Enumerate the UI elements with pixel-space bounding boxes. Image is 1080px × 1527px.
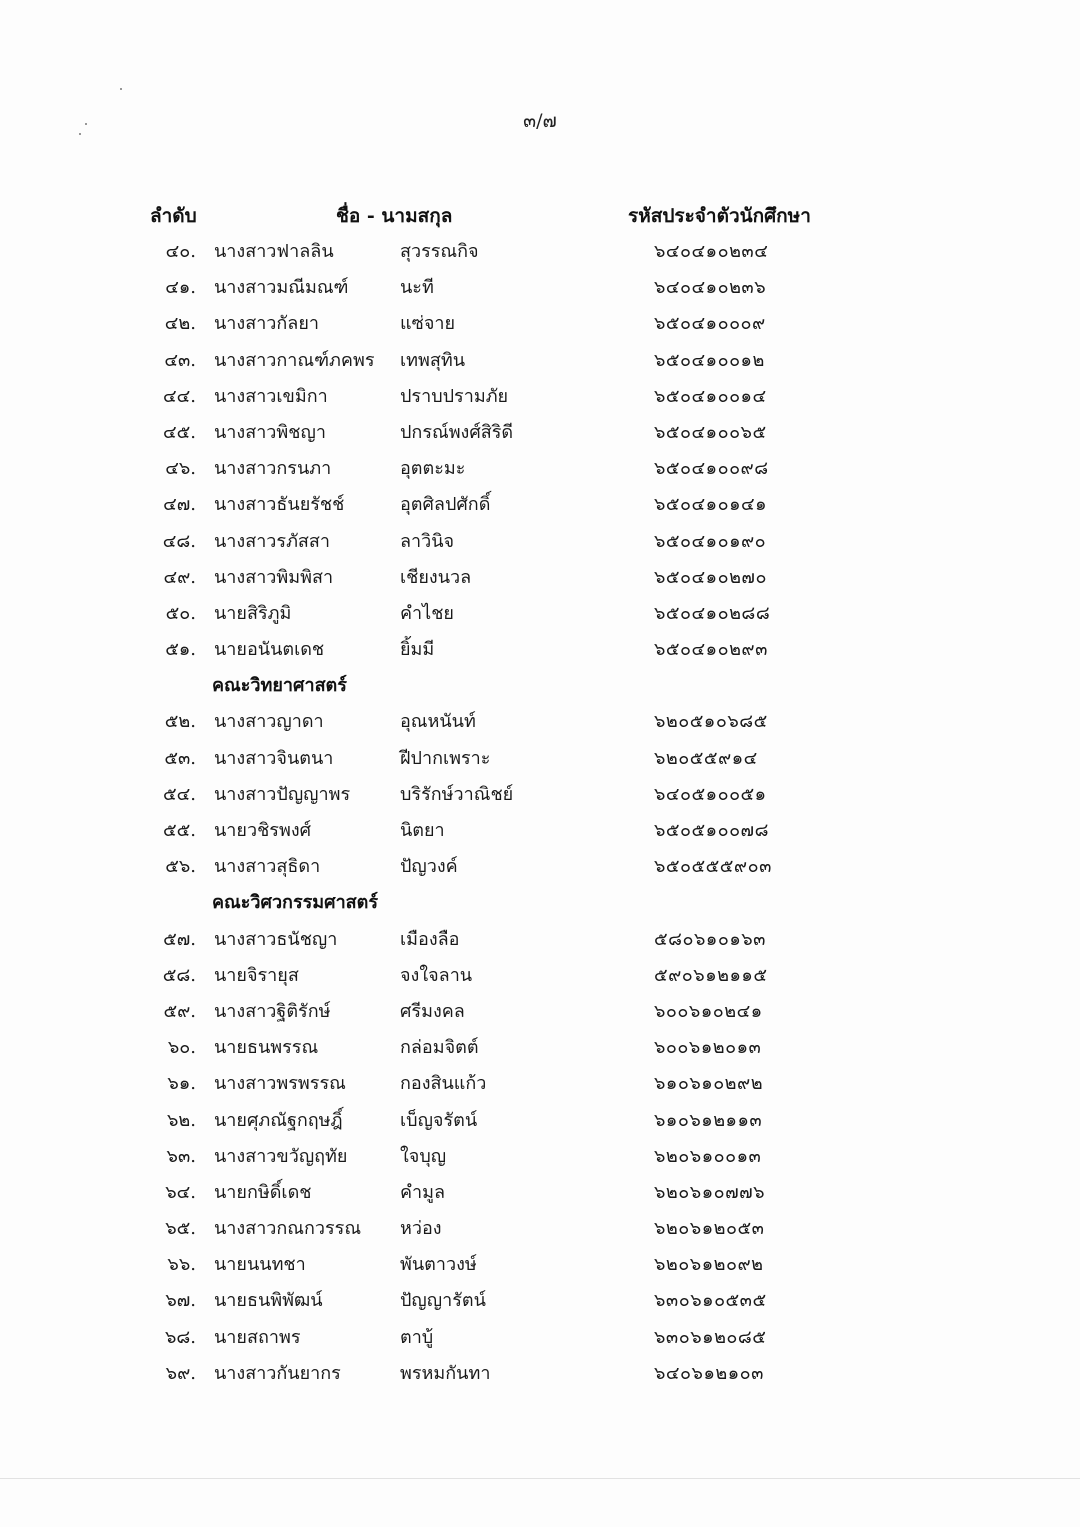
row-first-name: นางสาวปัญญาพร (214, 783, 351, 805)
row-student-id: ๖๒๐๖๑๐๗๗๖ (654, 1181, 766, 1203)
row-student-id: ๖๕๐๕๕๕๙๐๓ (654, 856, 772, 878)
row-student-id: ๖๔๐๕๑๐๐๕๑ (654, 783, 767, 805)
row-order: ๖๙. (165, 1362, 196, 1384)
row-first-name: นายสิริภูมิ (214, 602, 292, 624)
row-last-name: เบ็ญจรัตน์ (400, 1109, 478, 1131)
row-order: ๔๓. (164, 349, 196, 371)
table-row (0, 1172, 1080, 1208)
row-order: ๕๗. (163, 928, 196, 950)
row-order: ๔๔. (163, 385, 196, 407)
table-row (0, 1280, 1080, 1316)
row-first-name: นางสาวกันยากร (214, 1362, 341, 1384)
table-row (0, 521, 1080, 557)
row-first-name: นางสาวมณีมณฑ์ (214, 277, 349, 299)
row-student-id: ๖๕๐๔๑๐๐๖๕ (654, 421, 767, 443)
row-order: ๕๑. (165, 639, 196, 661)
row-order: ๕๖. (165, 856, 196, 878)
row-first-name: นายศุภณัฐกฤษฎิ์ (214, 1109, 343, 1131)
row-student-id: ๖๕๐๕๑๐๐๗๘ (654, 820, 769, 841)
student-list (0, 231, 1080, 1389)
header-name: ชื่อ - นามสกุล (336, 205, 453, 227)
row-first-name: นายวชิรพงศ์ (214, 820, 312, 841)
row-last-name: นะที (400, 277, 434, 299)
row-first-name: นายกษิดิ์เดช (214, 1181, 312, 1203)
row-order: ๔๕. (163, 421, 196, 443)
row-student-id: ๖๐๐๖๑๐๒๔๑ (654, 1000, 763, 1022)
row-last-name: อุตตะมะ (400, 458, 466, 480)
row-student-id: ๖๕๐๔๑๐๒๙๓ (654, 639, 768, 661)
row-first-name: นางสาวธันยรัชช์ (214, 494, 345, 516)
row-last-name: ปัญญารัตน์ (400, 1290, 486, 1312)
table-row (0, 1027, 1080, 1063)
row-first-name: นางสาวพิมพิสา (214, 566, 334, 588)
row-student-id: ๖๕๐๔๑๐๑๙๐ (654, 530, 767, 552)
row-order: ๕๓. (164, 747, 196, 769)
row-first-name: นางสาวธนัชญา (214, 928, 338, 950)
scan-speck (120, 88, 122, 90)
table-row (0, 919, 1080, 955)
row-last-name: ใจบุญ (400, 1145, 447, 1167)
table-row (0, 1317, 1080, 1353)
row-first-name: นางสาวกัลยา (214, 313, 319, 335)
row-student-id: ๖๓๐๖๑๒๐๘๕ (654, 1326, 767, 1348)
row-first-name: นางสาวกาณฑ์ภคพร (214, 349, 375, 371)
table-row (0, 991, 1080, 1027)
row-last-name: กล่อมจิตต์ (400, 1037, 479, 1059)
row-order: ๖๐. (167, 1037, 196, 1059)
row-first-name: นางสาวญาดา (214, 711, 324, 733)
row-order: ๔๙. (163, 566, 196, 588)
row-order: ๔๘. (162, 530, 196, 552)
row-last-name: จงใจลาน (400, 964, 473, 986)
row-student-id: ๖๕๐๔๑๐๐๙๘ (654, 458, 769, 480)
row-first-name: นางสาวฟาลลิน (214, 241, 334, 262)
row-first-name: นางสาวสุธิดา (214, 856, 321, 878)
row-student-id: ๕๙๐๖๑๒๑๑๕ (654, 964, 768, 986)
row-first-name: นางสาวกณกวรรณ (214, 1218, 362, 1240)
table-row (0, 448, 1080, 484)
page-number: ๓/๗ (523, 110, 557, 132)
row-student-id: ๖๕๐๔๑๐๐๐๙ (654, 313, 766, 335)
row-first-name: นางสาวพิชญา (214, 421, 326, 443)
table-row (0, 557, 1080, 593)
table-row (0, 629, 1080, 665)
table-row (0, 701, 1080, 737)
row-last-name: เมืองลือ (400, 928, 460, 950)
table-row (0, 1100, 1080, 1136)
table-row (0, 340, 1080, 376)
table-row (0, 1353, 1080, 1389)
table-row (0, 593, 1080, 629)
row-first-name: นางสาวฐิติรักษ์ (214, 1000, 331, 1022)
row-order: ๕๘. (162, 964, 196, 986)
row-last-name: สุวรรณกิจ (400, 241, 479, 262)
row-last-name: ฝีปากเพราะ (400, 747, 491, 769)
row-last-name: ยิ้มมี (400, 639, 435, 661)
table-row (0, 267, 1080, 303)
table-row (0, 1244, 1080, 1280)
row-order: ๔๒. (164, 313, 196, 335)
row-first-name: นายจิรายุส (214, 964, 299, 986)
row-order: ๕๙. (163, 1000, 196, 1022)
row-student-id: ๖๕๐๔๑๐๒๗๐ (654, 566, 767, 588)
row-order: ๖๑. (167, 1073, 196, 1095)
table-row (0, 484, 1080, 520)
row-last-name: เทพสุทิน (400, 349, 466, 371)
table-row (0, 412, 1080, 448)
row-first-name: นายอนันตเดช (214, 639, 325, 661)
row-first-name: นางสาวเขมิกา (214, 385, 328, 407)
row-student-id: ๖๔๐๔๑๐๒๓๖ (654, 277, 767, 299)
row-last-name: เชียงนวล (400, 566, 472, 588)
faculty-section-heading (0, 882, 1080, 918)
row-last-name: นิตยา (400, 820, 445, 841)
row-order: ๔๗. (163, 494, 196, 516)
row-last-name: แซ่จาย (400, 313, 456, 335)
row-last-name: พันตาวงษ์ (400, 1254, 477, 1276)
row-last-name: กองสินแก้ว (400, 1073, 487, 1095)
row-student-id: ๖๕๐๔๑๐๐๑๒ (654, 349, 765, 371)
row-first-name: นางสาวจินตนา (214, 747, 334, 769)
row-order: ๔๐. (165, 241, 196, 262)
row-student-id: ๖๓๐๖๑๐๕๓๕ (654, 1290, 767, 1312)
row-order: ๕๐. (165, 602, 196, 624)
header-student-id: รหัสประจำตัวนักศึกษา (628, 205, 811, 227)
faculty-name: คณะวิทยาศาสตร์ (212, 675, 347, 697)
table-row (0, 810, 1080, 846)
table-row (0, 376, 1080, 412)
row-student-id: ๖๕๐๔๑๐๑๔๑ (654, 494, 768, 516)
header-order: ลำดับ (150, 205, 197, 227)
row-student-id: ๖๒๐๕๑๐๖๘๕ (654, 711, 768, 733)
table-row (0, 303, 1080, 339)
row-last-name: บริรักษ์วาณิชย์ (400, 783, 514, 805)
row-order: ๔๑. (165, 277, 196, 299)
row-last-name: อุตศิลปศักดิ์ (400, 494, 491, 516)
row-student-id: ๖๕๐๔๑๐๒๘๘ (654, 602, 771, 624)
row-order: ๔๖. (165, 458, 196, 480)
faculty-name: คณะวิศวกรรมศาสตร์ (212, 892, 379, 914)
row-last-name: คำไชย (400, 602, 454, 624)
row-first-name: นายธนพิพัฒน์ (214, 1290, 323, 1312)
row-last-name: ตาบู้ (400, 1326, 434, 1348)
row-last-name: คำมูล (400, 1181, 446, 1203)
row-student-id: ๖๑๐๖๑๒๑๑๓ (654, 1109, 763, 1131)
row-last-name: ปราบปรามภัย (400, 385, 509, 407)
row-order: ๖๒. (166, 1109, 196, 1131)
row-last-name: ศรีมงคล (400, 1000, 465, 1022)
table-row (0, 1136, 1080, 1172)
row-last-name: อุณหนันท์ (400, 711, 476, 733)
table-row (0, 231, 1080, 267)
row-last-name: ลาวินิจ (400, 530, 455, 552)
row-last-name: หว่อง (400, 1218, 442, 1240)
row-first-name: นางสาวกรนภา (214, 458, 332, 480)
table-row (0, 846, 1080, 882)
row-order: ๖๖. (167, 1254, 196, 1276)
row-first-name: นายสถาพร (214, 1326, 301, 1348)
row-student-id: ๖๐๐๖๑๒๐๑๓ (654, 1037, 762, 1059)
row-first-name: นางสาวขวัญฤทัย (214, 1145, 348, 1167)
table-row (0, 738, 1080, 774)
row-student-id: ๖๑๐๖๑๐๒๙๒ (654, 1073, 764, 1095)
row-student-id: ๖๔๐๔๑๐๒๓๔ (654, 241, 769, 262)
row-student-id: ๖๒๐๖๑๐๐๑๓ (654, 1145, 762, 1167)
row-order: ๖๔. (165, 1181, 196, 1203)
table-row (0, 774, 1080, 810)
faculty-section-heading (0, 665, 1080, 701)
table-row (0, 1063, 1080, 1099)
row-order: ๖๗. (165, 1290, 196, 1312)
row-student-id: ๖๔๐๖๑๒๑๐๓ (654, 1362, 764, 1384)
row-order: ๕๕. (163, 820, 196, 841)
row-order: ๕๔. (163, 783, 196, 805)
scan-edge-line (0, 1478, 1080, 1479)
row-order: ๖๕. (165, 1218, 196, 1240)
row-student-id: ๖๒๐๖๑๒๐๕๓ (654, 1218, 765, 1240)
row-student-id: ๖๒๐๕๕๙๑๔ (654, 747, 758, 769)
row-last-name: ปัญวงค์ (400, 856, 458, 878)
table-header (0, 197, 1080, 231)
row-first-name: นายนนทชา (214, 1254, 306, 1276)
row-student-id: ๖๒๐๖๑๒๐๙๒ (654, 1254, 764, 1276)
row-order: ๕๒. (164, 711, 196, 733)
row-last-name: ปกรณ์พงศ์สิริดี (400, 421, 514, 443)
row-student-id: ๖๕๐๔๑๐๐๑๔ (654, 385, 767, 407)
row-first-name: นายธนพรรณ (214, 1037, 319, 1059)
row-order: ๖๓. (166, 1145, 196, 1167)
row-student-id: ๕๘๐๖๑๐๑๖๓ (654, 928, 766, 950)
table-row (0, 955, 1080, 991)
row-first-name: นางสาวรภัสสา (214, 530, 331, 552)
table-row (0, 1208, 1080, 1244)
row-last-name: พรหมกันทา (400, 1362, 491, 1384)
row-first-name: นางสาวพรพรรณ (214, 1073, 346, 1095)
row-order: ๖๘. (164, 1326, 196, 1348)
